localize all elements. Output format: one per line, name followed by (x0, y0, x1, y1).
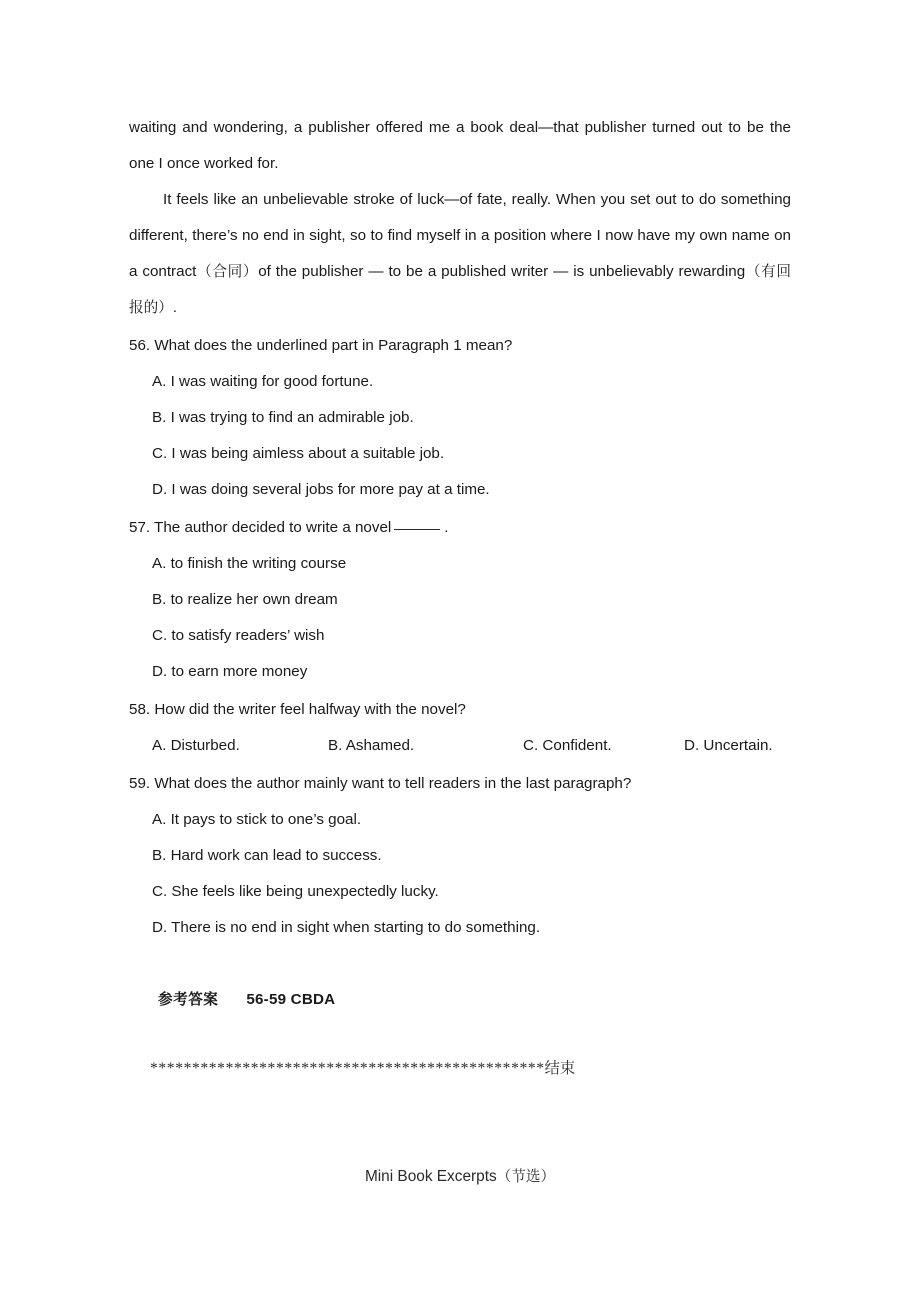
question-58 (129, 692, 791, 764)
passage-text: It feels like an unbelievable stroke of luck—of fate, really. When you set out to do something different, there’s no end in sight, so to find myself in a position where I now have my own name on a contract (129, 191, 791, 280)
footer-title (0, 1164, 920, 1190)
passage-section (129, 110, 791, 326)
passage-paragraph-final (129, 182, 791, 326)
question-option[interactable]: C. She feels like being unexpectedly lucky. (152, 883, 439, 900)
question-option[interactable]: A. Disturbed. (152, 737, 240, 754)
question-stem (129, 510, 791, 546)
question-57 (129, 510, 791, 690)
question-56 (129, 328, 791, 508)
gloss-rewarding: （有回报的） (129, 263, 791, 316)
question-stem: 56. What does the underlined part in Paragraph 1 mean? (129, 337, 513, 354)
document-body (129, 110, 791, 1083)
question-option[interactable]: C. I was being aimless about a suitable job. (152, 445, 445, 462)
passage-text: of the publisher — to be a published writer — is unbelievably rewarding (258, 263, 746, 280)
question-option[interactable]: D. to earn more money (152, 663, 308, 680)
question-option[interactable]: B. to realize her own dream (152, 591, 338, 608)
question-option[interactable]: B. Ashamed. (328, 737, 415, 754)
passage-paragraph-continuation (129, 110, 791, 182)
footer-title-cjk: （节选） (496, 1168, 556, 1185)
question-option[interactable]: D. Uncertain. (684, 737, 773, 754)
question-stem-suffix: . (444, 519, 449, 536)
question-options-row (129, 728, 791, 764)
question-option[interactable]: B. I was trying to find an admirable job. (152, 409, 414, 426)
question-option[interactable]: A. to finish the writing course (152, 555, 347, 572)
question-stem-text: 57. The author decided to write a novel (129, 519, 392, 536)
question-stem: 58. How did the writer feel halfway with the novel? (129, 701, 466, 718)
passage-text: waiting and wondering, a publisher offered me a book deal—that publisher turned out to be the one I once worked for. (129, 119, 791, 172)
passage-text: . (172, 299, 178, 316)
question-stem: 59. What does the author mainly want to tell readers in the last paragraph? (129, 775, 632, 792)
footer-title-en: Mini Book Excerpts (364, 1168, 497, 1185)
asterisk-rule: *********************************************** (150, 1060, 545, 1077)
answer-key-label: 参考答案 (158, 991, 219, 1008)
section-separator (129, 1054, 791, 1083)
answer-key (129, 985, 791, 1015)
question-option[interactable]: D. I was doing several jobs for more pay at a time. (152, 481, 490, 498)
question-option[interactable]: C. Confident. (523, 737, 612, 754)
question-option[interactable]: A. It pays to stick to one’s goal. (152, 811, 362, 828)
end-label: 结束 (544, 1059, 576, 1077)
question-option[interactable]: D. There is no end in sight when starting to do something. (152, 919, 541, 936)
question-option[interactable]: C. to satisfy readers’ wish (152, 627, 325, 644)
question-option[interactable]: B. Hard work can lead to success. (152, 847, 382, 864)
answer-blank (394, 529, 440, 530)
answer-key-value: 56-59 CBDA (246, 991, 336, 1008)
question-59 (129, 766, 791, 946)
gloss-contract: （合同） (196, 263, 259, 280)
question-option[interactable]: A. I was waiting for good fortune. (152, 373, 374, 390)
